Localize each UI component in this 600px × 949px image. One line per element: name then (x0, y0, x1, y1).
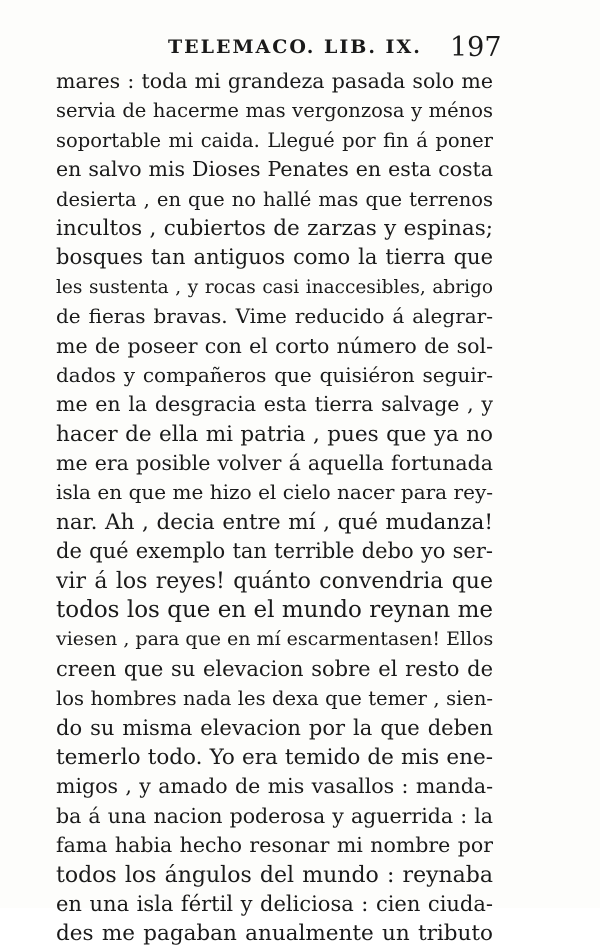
text-line: les sustenta , y rocas casi inaccesibles, abrigo (56, 276, 493, 298)
running-head (0, 34, 600, 64)
text-line: servia de hacerme mas vergonzosa y ménos (56, 99, 493, 123)
text-line: ba á una nacion poderosa y aguerrida : la (56, 803, 493, 828)
text-line: vir á los reyes! quánto convendria que (56, 568, 493, 594)
text-line: do su misma elevacion por la que deben (56, 715, 493, 740)
text-line: bosques tan antiguos como la tierra que (56, 245, 493, 270)
text-line: desierta , en que no hallé mas que terrenos (56, 187, 493, 211)
text-line: hacer de ella mi patria , pues que ya no (56, 421, 493, 447)
text-line: creen que su elevacion sobre el resto de (56, 656, 493, 681)
text-line: soportable mi caida. Llegué por fin á poner (56, 128, 493, 152)
text-line: me era posible volver á aquella fortunada (56, 451, 493, 476)
text-line: me en la desgracia esta tierra salvage , y (56, 392, 493, 417)
text-line: viesen , para que en mí escarmentasen! Ellos (56, 628, 493, 651)
text-line: des me pagaban anualmente un tributo (56, 921, 493, 947)
text-line: incultos , cubiertos de zarzas y espinas; (56, 215, 493, 241)
body-text (56, 67, 493, 949)
text-line: dados y compañeros que quisiéron seguir- (56, 362, 493, 387)
text-line: isla en que me hizo el cielo nacer para rey- (56, 480, 493, 505)
text-line: mares : toda mi grandeza pasada solo me (56, 69, 493, 93)
text-line: de fieras bravas. Vime reducido á alegrar- (56, 304, 493, 329)
text-line: me de poseer con el corto número de sol- (56, 333, 493, 358)
text-line: en salvo mis Dioses Penates en esta costa (56, 157, 493, 182)
text-line: todos los que en el mundo reynan me (56, 597, 493, 624)
running-title: TELEMACO. LIB. IX. (168, 36, 422, 58)
text-line: en una isla fértil y deliciosa : cien ciuda- (56, 891, 493, 916)
page-number: 197 (450, 32, 502, 63)
text-line: fama habia hecho resonar mi nombre por (56, 833, 493, 858)
text-line: migos , y amado de mis vasallos : manda- (56, 774, 493, 799)
text-line: de qué exemplo tan terrible debo yo ser- (56, 539, 493, 564)
text-line: nar. Ah , decia entre mí , qué mudanza! (56, 509, 493, 535)
text-line: los hombres nada les dexa que temer , sien- (56, 687, 493, 711)
text-line: temerlo todo. Yo era temido de mis ene- (56, 744, 493, 770)
text-line: todos los ángulos del mundo : reynaba (56, 862, 493, 888)
